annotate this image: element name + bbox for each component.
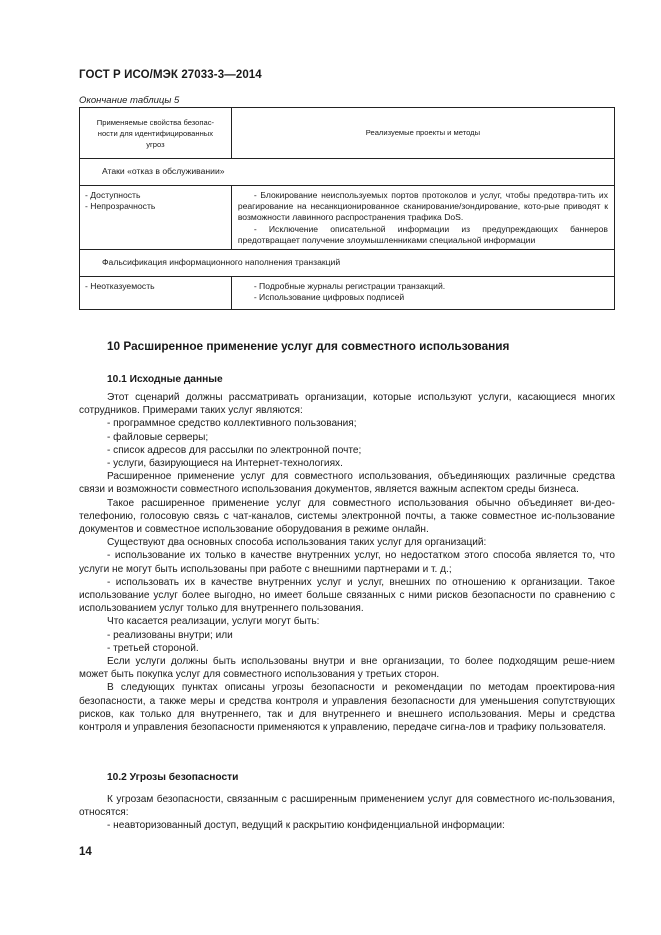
list-item: - услуги, базирующиеся на Интернет-технологиях. <box>107 458 343 470</box>
list-item: - программное средство коллективного пользования; <box>107 418 357 430</box>
list-item: - реализованы внутри; или <box>107 629 233 641</box>
paragraph: Расширенное применение услуг для совместного использования, объединяющих различные средства связи и возможности совместного использования документов, является важным аспектом среды бизнеса. <box>79 471 615 496</box>
paragraph: Этот сценарий должны рассматривать организации, которые используют услуги, касающиеся многих сотрудников. Примерами таких услуг являются: <box>79 392 615 417</box>
paragraph: В следующих пунктах описаны угрозы безопасности и рекомендации по методам проектирова-ния безопасности, а также меры и средства контроля и управления безопасности для уменьшения сопутствующих рисков, как только для внутреннего, так и для внутреннего и внешнего использования. Меры и средства контроля и управления безопасности применяются к управлению, передаче сигна-лов и трафику пользователя. <box>79 682 615 734</box>
table-section-row <box>80 250 615 277</box>
list-item: - список адресов для рассылки по электронной почте; <box>107 444 362 456</box>
method-item: - Блокирование неиспользуемых портов протоколов и услуг, чтобы предотвра-тить их реагирование на несанкционированное сканирование/зондирование, кото-рые приводят к возможности лавинного распространения трафика DoS. <box>237 190 608 223</box>
section-falsification: Фальсификация информационного наполнения транзакций <box>80 250 615 277</box>
subsection-10-2-title: 10.2 Угрозы безопасности <box>107 772 239 783</box>
list-item: - файловые серверы; <box>107 431 209 443</box>
method-item: - Подробные журналы регистрации транзакций. <box>253 281 446 292</box>
subsection-10-1-body <box>79 391 615 734</box>
threats-table <box>79 107 615 310</box>
subsection-10-2-body <box>79 793 615 833</box>
subsection-10-1-title: 10.1 Исходные данные <box>107 374 223 385</box>
paragraph: Такое расширенное применение услуг для совместного использования обычно объединяет ви-део-телефонию, голосовую связь с чат-каналов, системы электронной почты, а также совместное ис-пользование документов и совместное использование оборудования в режиме онлайн. <box>79 497 615 536</box>
property-item: - Доступность <box>85 190 141 200</box>
document-header: ГОСТ Р ИСО/МЭК 27033-3—2014 <box>79 69 262 81</box>
col2-header: Реализуемые проекты и методы <box>231 108 614 159</box>
col1-header: Применяемые свойства безопас- ности для идентифицированных угроз <box>80 108 232 159</box>
paragraph: Если услуги должны быть использованы внутри и вне организации, то более подходящим реше-нием может быть покупка услуг для совместного использования у третьих сторон. <box>79 656 615 681</box>
page-number: 14 <box>79 846 92 858</box>
property-item: - Неотказуемость <box>85 281 155 292</box>
paragraph: Что касается реализации, услуги могут быть: <box>107 616 320 628</box>
table-row <box>80 277 615 310</box>
paragraph: К угрозам безопасности, связанным с расширенным применением услуг для совместного ис-пользования, относятся: <box>79 794 615 819</box>
row2-properties <box>80 277 232 310</box>
table-row <box>80 186 615 250</box>
section-dos: Атаки «отказ в обслуживании» <box>80 159 615 186</box>
paragraph: Существуют два основных способа использования таких услуг для организаций: <box>107 537 487 549</box>
paragraph: - использование их только в качестве внутренних услуг, но недостатком этого способа является то, что услуги не могут быть использованы при работе с внешними партнерами и т. д.; <box>79 550 615 575</box>
paragraph: - использовать их в качестве внутренних услуг и услуг, внешних по отношению к организации. Такое использование услуг более выгодно, но имеет больше связанных с ними рисков безопасности по сравнению с использованием услуг только для внутреннего пользования. <box>79 576 615 615</box>
method-item: - Использование цифровых подписей <box>253 292 405 303</box>
property-item: - Непрозрачность <box>85 201 156 212</box>
method-item: - Исключение описательной информации из предупреждающих баннеров предотвращает получение злоумышленниками специальной информации <box>237 223 608 245</box>
row1-properties <box>80 186 232 250</box>
row2-methods <box>231 277 614 310</box>
row1-methods <box>231 186 614 250</box>
list-item: - третьей стороной. <box>107 642 199 654</box>
table-section-row <box>80 159 615 186</box>
table-header-row <box>80 108 615 159</box>
section-10-title: 10 Расширенное применение услуг для совместного использования <box>107 339 510 353</box>
list-item: - неавторизованный доступ, ведущий к раскрытию конфиденциальной информации: <box>107 820 505 832</box>
table-caption: Окончание таблицы 5 <box>79 95 180 106</box>
